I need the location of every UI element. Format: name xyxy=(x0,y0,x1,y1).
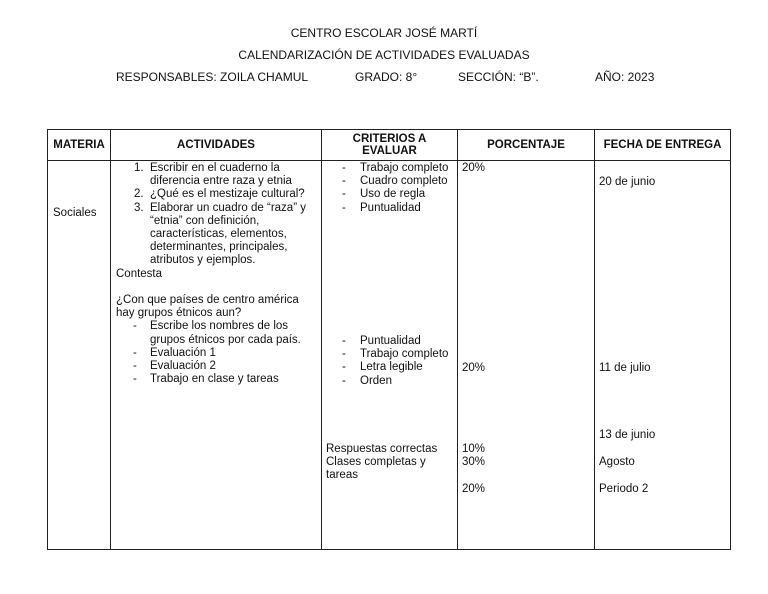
actividades-cell xyxy=(111,161,322,550)
activity-number: 2. xyxy=(134,188,144,201)
criterio-item: Trabajo completo xyxy=(360,162,449,174)
bullet-dash: - xyxy=(133,346,137,359)
activities-table xyxy=(47,129,731,550)
activity-item-line: ¿Qué es el mestizaje cultural? xyxy=(150,188,305,201)
anio-label: AÑO: 2023 xyxy=(595,70,655,84)
activity-item-line: Elaborar un cuadro de “raza” y xyxy=(150,201,306,214)
bullet-dash: - xyxy=(133,360,137,372)
criterio-item: Letra legible xyxy=(360,361,423,374)
activity-item-line: atributos y ejemplos. xyxy=(150,254,256,267)
criterio-plain-line: Respuestas correctas xyxy=(326,443,438,455)
fecha-value: 11 de julio xyxy=(599,362,651,374)
bullet-dash: - xyxy=(342,361,346,374)
activity-bullet-line: Evaluación 1 xyxy=(150,346,216,359)
porcentaje-value: 20% xyxy=(462,483,486,495)
fecha-value: 13 de junio xyxy=(599,429,656,441)
bullet-dash: - xyxy=(133,373,137,386)
bullet-dash: - xyxy=(342,188,346,201)
fecha-value: Periodo 2 xyxy=(599,483,649,495)
porcentaje-cell xyxy=(458,161,595,550)
materia-cell xyxy=(48,161,111,550)
activity-bullet-line: Evaluación 2 xyxy=(150,360,216,372)
criterio-item: Uso de regla xyxy=(360,188,426,201)
criterio-item: Puntualidad xyxy=(360,201,421,214)
document-title: CALENDARIZACIÓN DE ACTIVIDADES EVALUADAS xyxy=(238,48,530,62)
question-line: hay grupos étnicos aun? xyxy=(116,307,242,320)
criterio-item: Cuadro completo xyxy=(360,175,448,188)
porcentaje-value: 10% xyxy=(462,443,486,455)
activity-bullet-line: Trabajo en clase y tareas xyxy=(150,373,279,386)
table-row xyxy=(48,161,731,550)
bullet-dash: - xyxy=(342,201,346,214)
porcentaje-value: 30% xyxy=(462,456,486,468)
bullet-dash: - xyxy=(133,320,137,333)
header-criterios-line-1: CRITERIOS A xyxy=(352,133,427,145)
criterio-plain-line: Clases completas y xyxy=(326,456,426,469)
activity-item-line: “etnia” con definición, xyxy=(150,214,260,227)
criterio-item: Puntualidad xyxy=(360,335,421,347)
activity-item-line: características, elementos, xyxy=(150,228,287,240)
activity-number: 3. xyxy=(134,201,144,214)
contesta-label: Contesta xyxy=(116,267,163,280)
bullet-dash: - xyxy=(342,348,346,361)
fecha-value: 20 de junio xyxy=(599,176,656,188)
bullet-dash: - xyxy=(342,335,346,347)
criterio-item: Orden xyxy=(360,374,392,387)
header-actividades: ACTIVIDADES xyxy=(111,130,322,161)
fecha-cell xyxy=(595,161,731,550)
activity-item-line: Escribir en el cuaderno la xyxy=(150,162,280,174)
table-header-row xyxy=(48,130,731,161)
responsables-label: RESPONSABLES: ZOILA CHAMUL xyxy=(116,70,309,84)
criterio-plain-line: tareas xyxy=(326,469,358,482)
header-porcentaje: PORCENTAJE xyxy=(458,130,595,161)
school-name: CENTRO ESCOLAR JOSÉ MARTÍ xyxy=(290,26,478,40)
activity-bullet-line: grupos étnicos por cada país. xyxy=(150,333,301,346)
bullet-dash: - xyxy=(342,175,346,188)
porcentaje-value: 20% xyxy=(462,362,486,374)
activity-number: 1. xyxy=(134,162,144,174)
bullet-dash: - xyxy=(342,374,346,387)
criterio-item: Trabajo completo xyxy=(360,348,449,361)
fecha-value: Agosto xyxy=(599,456,635,468)
bullet-dash: - xyxy=(342,162,346,174)
materia-value: Sociales xyxy=(53,207,97,219)
header-fecha: FECHA DE ENTREGA xyxy=(595,130,731,161)
activity-item-line: determinantes, principales, xyxy=(150,241,288,254)
seccion-label: SECCIÓN: “B”. xyxy=(458,70,539,84)
grado-label: GRADO: 8° xyxy=(355,70,418,84)
activity-item-line: diferencia entre raza y etnia xyxy=(150,175,292,188)
header-materia: MATERIA xyxy=(48,130,111,161)
question-line: ¿Con que países de centro américa xyxy=(116,294,299,306)
porcentaje-value: 20% xyxy=(462,162,486,174)
activity-bullet-line: Escribe los nombres de los xyxy=(150,320,289,333)
header-criterios-line-2: EVALUAR xyxy=(362,145,417,157)
criterios-cell xyxy=(322,161,458,550)
header-criterios xyxy=(322,130,458,161)
